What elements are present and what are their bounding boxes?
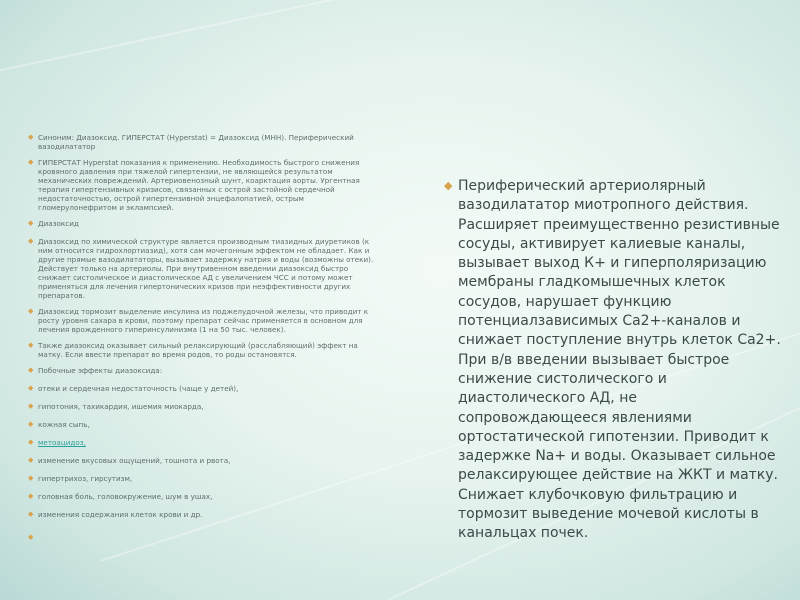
list-item: ◆ головная боль, головокружение, шум в ушах, — [28, 492, 213, 501]
metoacidosis-link[interactable]: метоацидоз, — [38, 438, 86, 447]
list-item: ◆ изменение вкусовых ощущений, тошнота и рвота, — [28, 456, 231, 465]
bullet-icon: ◆ — [28, 438, 34, 446]
list-item: ◆ Синоним: Диазоксид. ГИПЕРСТАТ (Hyperstat) = Диазоксид (МНН). Периферический вазодилататор — [28, 133, 354, 151]
bullet-icon: ◆ — [28, 384, 34, 392]
list-item — [28, 438, 380, 447]
main-description: Периферический артериолярный вазодилататор миотропного действия. Расширяет преимущественно резистивные сосуды, активирует калиевые каналы, вызывает выход К+ и гиперполяризацию мембраны гладкомышечных клеток сосудов, нарушает функцию потенциалзависимых Са2+-каналов и снижает поступление внутрь клеток Са2+. При в/в введении вызывает быстрое снижение систолического и диастолического АД, не сопровождающееся явлениями ортостатической гипотензии. Приводит к задержке Na+ и воды. Оказывает сильное релаксирующее действие на ЖКТ и матку. Снижает клубочковую фильтрацию и тормозит выведение мочевой кислоты в канальцах почек. — [458, 178, 781, 542]
list-item: ◆ гипотония, тахикардия, ишемия миокарда, — [28, 402, 204, 411]
left-text-column — [28, 133, 380, 541]
bullet-icon: ◆ — [28, 456, 34, 464]
right-text-block — [444, 177, 782, 544]
bullet-icon: ◆ — [28, 533, 34, 541]
bullet-icon: ◆ — [28, 420, 34, 428]
list-item: ◆ гипертрихоз, гирсутизм, — [28, 474, 133, 483]
list-item: ◆ Диазоксид тормозит выделение инсулина из поджелудочной железы, что приводит к росту уровня сахара в крови, поэтому препарат сейчас применяется в основном для лечения врожденного гиперинсулинизма (1 на 50 тыс. человек). — [28, 307, 369, 334]
bullet-icon: ◆ — [444, 179, 453, 192]
bullet-icon: ◆ — [28, 133, 34, 141]
bullet-icon: ◆ — [28, 307, 34, 315]
decor-streak — [0, 0, 800, 82]
bullet-icon: ◆ — [28, 474, 34, 482]
list-item: ◆ изменения содержания клеток крови и др. — [28, 510, 203, 519]
list-item: ◆ ГИПЕРСТАТ Hyperstat показания к применению. Необходимость быстрого снижения кровяного давления при тяжелой гипертензии, не являющейся результатом механических повреждений. Артериовенозный шунт, коарктация аорты. Ургентная терапия гипертензивных кризисов, связанных с острой застойной сердечной недостаточностью, острой гипертензивной энцефалопатией, острым гломерулонефритом и эклампсией. — [28, 158, 360, 212]
list-item: ◆ кожная сыпь, — [28, 420, 90, 429]
bullet-icon: ◆ — [28, 510, 34, 518]
bullet-icon: ◆ — [28, 219, 34, 227]
bullet-icon: ◆ — [28, 402, 34, 410]
list-item: ◆ отеки и сердечная недостаточность (чаще у детей), — [28, 384, 239, 393]
bullet-icon: ◆ — [28, 158, 34, 166]
bullet-icon: ◆ — [28, 492, 34, 500]
list-item: ◆ Побочные эффекты диазоксида: — [28, 366, 163, 375]
list-item: ◆ Также диазоксид оказывает сильный релаксирующий (расслабляющий) эффект на матку. Если ввести препарат во время родов, то роды остановятся. — [28, 341, 358, 359]
bullet-icon: ◆ — [28, 341, 34, 349]
list-item: ◆ Диазоксид — [28, 219, 79, 228]
bullet-icon: ◆ — [28, 237, 34, 245]
list-item: ◆ Диазоксид по химической структуре является производным тиазидных диуретиков (к ним относится гидрохлортиазид), хотя сам мочегонным эффектом не обладает. Как и другие прямые вазодилататоры, вызывает задержку натрия и воды (возможны отеки). Действует только на артериолы. При внутривенном введении диазоксид быстро снижает систолическое и диастолическое АД с увеличением ЧСС и потому может применяться для лечения гипертонических кризов при неэффективности других препаратов. — [28, 237, 374, 300]
bullet-icon: ◆ — [28, 366, 34, 374]
